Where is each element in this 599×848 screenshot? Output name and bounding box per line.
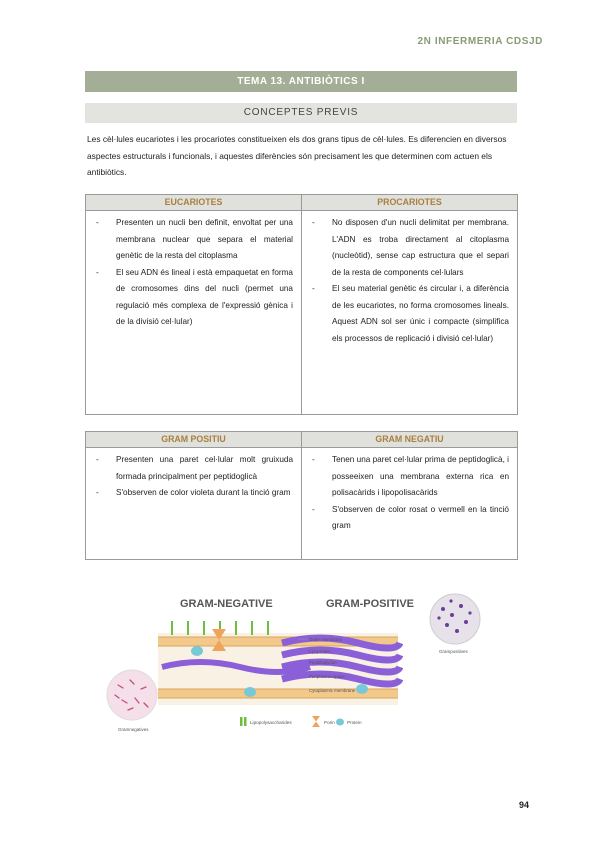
micro-label-right: Grampositives: [439, 649, 468, 654]
table-header-row: [86, 432, 518, 448]
table-header-row: [86, 195, 518, 211]
table-row: [86, 448, 518, 560]
label-peptidoglycan: Peptidoglycan: [309, 660, 337, 665]
label-periplasmic-space: Periplasmic space: [309, 674, 345, 679]
course-header: 2N INFERMERIA CDSJD: [417, 36, 543, 47]
section-subtitle: CONCEPTES PREVIS: [85, 103, 517, 123]
legend-porin: Porin: [324, 720, 335, 725]
header-gram-positiu: GRAM POSITIU: [86, 432, 302, 448]
list-item: - El seu material genètic és circular i, a diferència de les eucariotes, no forma cromosomes lineals. Aquest ADN sol ser únic i compacte (simplifica els processos de replicació i divisió cel·lular): [310, 281, 509, 347]
gram-negatiu-cell: [302, 448, 518, 560]
header-eucariotes: EUCARIOTES: [86, 195, 302, 211]
label-cytoplasmic-membrane: Cytoplasmic membrane: [309, 688, 356, 693]
micrograph-gram-negative: [107, 670, 157, 732]
figure-title-right: GRAM-POSITIVE: [326, 598, 415, 610]
micro-label-left: Gramnegatives: [118, 727, 149, 732]
list-item: - El seu ADN és lineal i està empaquetat en forma de cromosomes dins del nucli (permet una regulació més complexa de l'expressió gènica i de la divisió cel·lular): [94, 265, 293, 331]
label-outer-membrane: Outer membrane: [309, 637, 343, 642]
cell-types-table: [85, 194, 518, 415]
gram-positiu-cell: [86, 448, 302, 560]
legend-lps: Lipopolysaccharides: [250, 720, 292, 725]
eucariotes-cell: [86, 211, 302, 415]
micrograph-gram-positive: [430, 594, 480, 654]
intro-paragraph: Les cèl·lules eucariotes i les procariotes constitueixen els dos grans tipus de cèl·lules. Es diferencien en diversos aspectes estructurals i funcionals, i aquestes diferències són precisament les que determinen com actuen els antibiòtics.: [87, 134, 507, 177]
procariotes-cell: [302, 211, 518, 415]
list-item: - No disposen d'un nucli delimitat per membrana. L'ADN es troba directament al citoplasma (nucleòtid), sense cap estructura que el separi de la resta de components cel·lulars: [310, 215, 509, 281]
header-gram-negatiu: GRAM NEGATIU: [302, 432, 518, 448]
list-item: - S'observen de color violeta durant la tinció gram: [94, 485, 293, 502]
label-lipoprotein: Lipoprotein: [309, 649, 331, 654]
protein-shape: [191, 646, 203, 656]
gram-wall-figure: [100, 585, 500, 745]
figure-title-left: GRAM-NEGATIVE: [180, 598, 273, 610]
list-item: - Tenen una paret cel·lular prima de peptidoglicà, i posseeixen una membrana externa rica en polisacàrids i lipopolisacàrids: [310, 452, 509, 502]
list-item: - S'observen de color rosat o vermell en la tinció gram: [310, 502, 509, 535]
header-procariotes: PROCARIOTES: [302, 195, 518, 211]
page-title: TEMA 13. ANTIBIÒTICS I: [85, 71, 517, 92]
list-item: - Presenten una paret cel·lular molt gruixuda formada principalment per peptidoglicà: [94, 452, 293, 485]
table-row: [86, 211, 518, 415]
page-number: 94: [518, 800, 529, 810]
list-item: - Presenten un nucli ben definit, envoltat per una membrana nuclear que separa el material genètic de la resta del citoplasma: [94, 215, 293, 265]
gram-table: [85, 431, 518, 560]
figure-legend: [240, 716, 362, 727]
legend-protein: Protein: [347, 720, 362, 725]
